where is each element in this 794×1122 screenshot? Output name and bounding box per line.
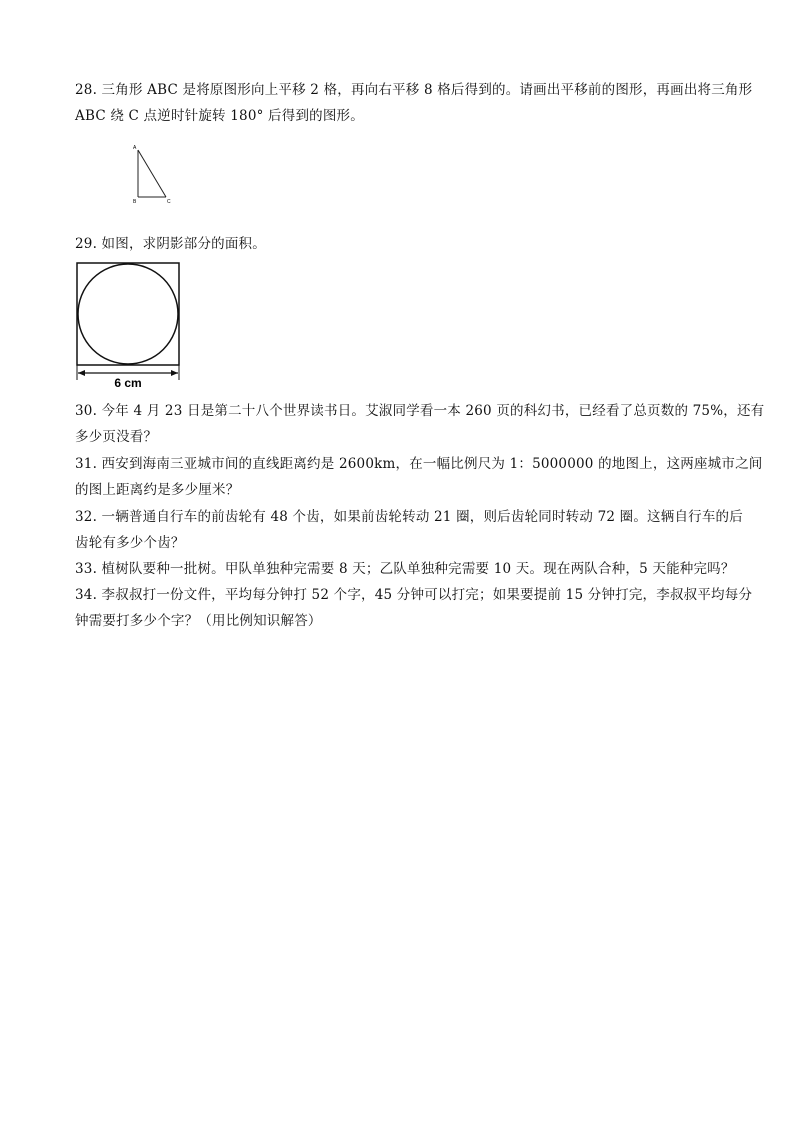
q34-text-line2: 钟需要打多少个字？（用比例知识解答） bbox=[75, 613, 322, 629]
q30-text-line2: 多少页没看？ bbox=[75, 429, 158, 445]
triangle-side-ac bbox=[138, 150, 166, 197]
triangle-abc-figure bbox=[128, 142, 178, 208]
vertex-label-b: B bbox=[133, 199, 137, 205]
square-with-circle-figure bbox=[72, 260, 184, 388]
q29-text-line1: 29. 如图，求阴影部分的面积。 bbox=[75, 236, 266, 252]
inscribed-circle bbox=[78, 264, 178, 364]
q32-text-line1: 32. 一辆普通自行车的前齿轮有 48 个齿，如果前齿轮转动 21 圈，则后齿轮同时转动 72 圈。这辆自行车的后 bbox=[75, 509, 743, 525]
dimension-arrow-left-icon bbox=[78, 370, 85, 376]
q30-text-line1: 30. 今年 4 月 23 日是第二十八个世界读书日。艾淑同学看一本 260 页的科幻书，已经看了总页数的 75%，还有 bbox=[75, 403, 765, 419]
q32-text-line2: 齿轮有多少个齿？ bbox=[75, 535, 185, 551]
q31-text-line2: 的图上距离约是多少厘米？ bbox=[75, 482, 240, 498]
vertex-label-a: A bbox=[133, 145, 137, 151]
q33-text-line1: 33. 植树队要种一批树。甲队单独种完需要 8 天；乙队单独种完需要 10 天。现在两队合种，5 天能种完吗？ bbox=[75, 561, 735, 577]
vertex-label-c: C bbox=[167, 199, 171, 205]
dimension-arrow-right-icon bbox=[171, 370, 178, 376]
dimension-label: 6 cm bbox=[114, 376, 142, 388]
q28-text-line1: 28. 三角形 ABC 是将原图形向上平移 2 格，再向右平移 8 格后得到的。请画出平移前的图形，再画出将三角形 bbox=[75, 82, 753, 98]
q28-text-line2: ABC 绕 C 点逆时针旋转 180° 后得到的图形。 bbox=[75, 108, 364, 124]
q34-text-line1: 34. 李叔叔打一份文件，平均每分钟打 52 个字，45 分钟可以打完；如果要提前 15 分钟打完，李叔叔平均每分 bbox=[75, 587, 753, 603]
q31-text-line1: 31. 西安到海南三亚城市间的直线距离约是 2600km，在一幅比例尺为 1：5000000 的地图上，这两座城市之间 bbox=[75, 456, 763, 472]
